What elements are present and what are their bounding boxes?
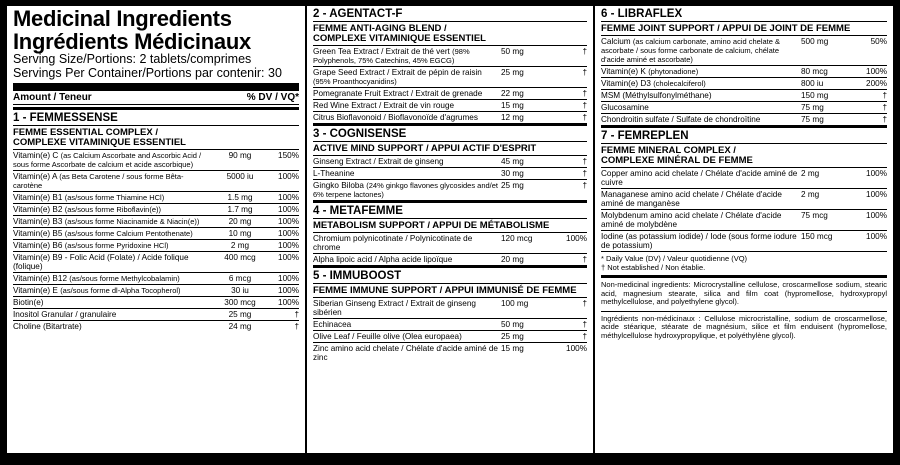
blend-title-en: FEMME ESSENTIAL COMPLEX /	[13, 127, 158, 138]
ingredient-name: Vitamin(e) C	[13, 151, 59, 160]
ingredient-name: Vitamin(e) D3	[601, 79, 651, 88]
ingredient-daily-value: †	[582, 255, 587, 264]
ingredient-amount: 1.7 mg	[227, 205, 253, 214]
footnotes	[601, 251, 887, 272]
column-right	[595, 6, 893, 453]
ingredient-amount: 300 mcg	[224, 298, 256, 307]
ingredient-row	[13, 251, 299, 272]
ingredient-row	[313, 253, 587, 265]
ingredient-row	[13, 149, 299, 170]
ingredient-name: Vitamin(e) B12	[13, 274, 68, 283]
ingredient-amount: 22 mg	[501, 89, 524, 98]
ingredient-name-cell	[313, 47, 499, 65]
ingredient-amount: 10 mg	[228, 229, 252, 238]
ingredient-daily-value: 100%	[278, 205, 299, 214]
ingredient-form: (as/sous forme dl-Alpha Tocopherol)	[60, 286, 181, 295]
ingredient-amount: 2 mg	[801, 190, 820, 199]
ingredient-amount: 2 mg	[801, 169, 820, 178]
ingredient-row	[313, 232, 587, 253]
ingredient-list-femmessense	[13, 149, 299, 332]
ingredient-name: Calcium	[601, 37, 631, 46]
ingredient-amount: 25 mg	[228, 310, 252, 319]
ingredient-amount: 30 iu	[231, 286, 249, 295]
ingredient-name-cell	[13, 286, 207, 295]
footnote-not-established: † Not established / Non établie.	[601, 263, 706, 272]
ingredient-amount: 75 mcg	[801, 211, 828, 220]
ingredient-list-cognisense	[313, 155, 587, 200]
ingredient-list-agentact	[313, 45, 587, 123]
ingredient-name-cell	[13, 193, 207, 202]
ingredient-row	[13, 227, 299, 239]
ingredient-row	[601, 167, 887, 188]
ingredient-name-cell	[601, 37, 799, 64]
ingredient-daily-value: 100%	[278, 274, 299, 283]
ingredient-daily-value: 100%	[278, 241, 299, 250]
ingredient-amount: 2 mg	[230, 241, 250, 250]
section-heading-libraflex: 6 - LIBRAFLEX	[601, 8, 683, 20]
ingredient-name-cell	[601, 79, 799, 88]
ingredient-amount: 20 mg	[501, 255, 524, 264]
ingredient-name: MSM (Méthylsulfonylméthane)	[601, 91, 712, 100]
blend-title-fr: COMPLEXE VITAMINIQUE ESSENTIEL	[13, 137, 186, 148]
ingredient-name: Siberian Ginseng Extract / Extrait de ginseng sibérien	[313, 299, 476, 317]
ingredient-form: (as/sous forme Methylcobalamin)	[69, 274, 180, 283]
column-left	[7, 6, 307, 453]
ingredient-name: Vitamin(e) B6	[13, 241, 63, 250]
ingredient-name-cell	[313, 181, 499, 199]
ingredient-name-cell	[601, 211, 799, 229]
ingredient-name: Echinacea	[313, 320, 352, 329]
ingredient-name-cell	[313, 68, 499, 86]
ingredient-row	[601, 89, 887, 101]
ingredient-name-cell	[313, 332, 499, 341]
ingredient-amount: 45 mg	[501, 157, 524, 166]
ingredient-form: (cholecalciferol)	[653, 79, 706, 88]
ingredient-name-cell	[313, 234, 499, 252]
ingredient-list-femreplen	[601, 167, 887, 251]
ingredient-daily-value: 100%	[278, 229, 299, 238]
ingredient-daily-value: 200%	[866, 79, 887, 88]
ingredient-daily-value: †	[582, 332, 587, 341]
ingredient-daily-value: †	[582, 68, 587, 77]
section-heading-immuboost: 5 - IMMUBOOST	[313, 265, 587, 283]
ingredient-name-cell	[313, 344, 499, 362]
ingredient-name-cell	[601, 115, 799, 124]
ingredient-daily-value: 100%	[566, 344, 587, 353]
ingredient-row	[13, 296, 299, 308]
ingredient-row	[13, 170, 299, 191]
ingredient-form: (as Beta Carotene / sous forme Bêta-carotène	[13, 172, 184, 190]
ingredient-name: Vitamin(e) B9 - Folic Acid (Folate) / Acide folique (folique)	[13, 253, 189, 271]
blend-title-cognisense: ACTIVE MIND SUPPORT / APPUI ACTIF D'ESPRIT	[313, 141, 587, 155]
section-heading-femmessense: 1 - FEMMESSENSE	[13, 107, 299, 125]
ingredient-form: (as Calcium Ascorbate and Ascorbic Acid / sous forme Ascorbate de calcium et acide ascorbique)	[13, 151, 202, 169]
ingredient-name-cell	[13, 274, 207, 283]
supplement-facts-panel	[7, 6, 893, 453]
blend-title-immuboost: FEMME IMMUNE SUPPORT / APPUI IMMUNISÉ DE FEMME	[313, 283, 587, 297]
ingredient-form: (as/sous forme Riboflavin(e))	[64, 205, 162, 214]
ingredient-daily-value: 100%	[866, 211, 887, 220]
blend-title-en: FEMME MINERAL COMPLEX /	[601, 145, 736, 156]
ingredient-daily-value: 100%	[566, 234, 587, 243]
ingredient-amount: 15 mg	[501, 344, 524, 353]
ingredient-daily-value: 100%	[866, 169, 887, 178]
nonmedicinal-fr: Ingrédients non-médicinaux : Cellulose microcristalline, sodium de croscarmellose, acide stéarique, stéarate de magnésium, silice et film enduisent (hypromellose, méthylcellulose hydroxypropylique, et polyéthylène glycol).	[601, 311, 887, 341]
ingredient-amount: 150 mcg	[801, 232, 833, 241]
ingredient-name: Vitamin(e) B2	[13, 205, 63, 214]
ingredient-daily-value: 50%	[870, 37, 887, 46]
ingredient-row	[601, 77, 887, 89]
ingredient-name-cell	[313, 101, 499, 110]
title-en: Medicinal Ingredients	[13, 6, 232, 31]
ingredient-amount: 30 mg	[501, 169, 524, 178]
ingredient-amount: 6 mcg	[228, 274, 252, 283]
ingredient-row	[601, 209, 887, 230]
ingredient-form: (as calcium carbonate, amino acid chelate & ascorbate / sous forme carbonate de calcium, chélate d'acide aminé et ascorbate)	[601, 37, 781, 64]
ingredient-name: Olive Leaf / Feuille olive (Olea europaea)	[313, 332, 462, 341]
ingredient-name-cell	[13, 217, 207, 226]
ingredient-daily-value: †	[582, 101, 587, 110]
ingredient-name: Glucosamine	[601, 103, 649, 112]
ingredient-name: Vitamin(e) B1	[13, 193, 63, 202]
ingredient-row	[601, 65, 887, 77]
ingredient-form: (phytonadione)	[648, 67, 699, 76]
ingredient-row	[313, 66, 587, 87]
ingredient-row	[13, 308, 299, 320]
ingredient-name: Copper amino acid chelate / Chélate d'acide aminé de cuivre	[601, 169, 798, 187]
ingredient-name: Inositol Granular / granulaire	[13, 310, 117, 319]
ingredient-row	[13, 239, 299, 251]
ingredient-daily-value: †	[882, 115, 887, 124]
ingredient-daily-value: †	[582, 320, 587, 329]
blend-title-femreplen	[601, 143, 887, 167]
ingredient-amount: 400 mcg	[224, 253, 256, 262]
ingredient-row	[13, 203, 299, 215]
ingredient-row	[13, 215, 299, 227]
ingredient-name: Vitamin(e) B3	[13, 217, 63, 226]
ingredient-name-cell	[313, 320, 499, 329]
ingredient-name: Vitamin(e) E	[13, 286, 58, 295]
ingredient-name-cell	[313, 113, 499, 122]
ingredient-daily-value: †	[582, 157, 587, 166]
ingredient-name: Alpha lipoic acid / Alpha acide lipoïque	[313, 255, 453, 264]
nonmedicinal-en: Non-medicinal ingredients: Microcrystalline cellulose, croscarmellose sodium, stearic acid, magnesium stearate, silica and film coat (hypromellose, hydroxypropyl methylcellulose, and polyethylene glycol).	[601, 275, 887, 307]
ingredient-name: Chondroitin sulfate / Sulfate de chondroïtine	[601, 115, 761, 124]
ingredient-daily-value: 100%	[866, 232, 887, 241]
ingredient-name: Pomegranate Fruit Extract / Extrait de grenade	[313, 89, 483, 98]
ingredient-name: Green Tea Extract / Extrait de thé vert	[313, 47, 450, 56]
ingredient-amount: 120 mcg	[501, 234, 533, 243]
ingredient-name-cell	[313, 157, 499, 166]
amount-header	[13, 83, 299, 105]
ingredient-amount: 25 mg	[501, 332, 524, 341]
ingredient-name: Gingko Biloba	[313, 181, 364, 190]
ingredient-row	[313, 87, 587, 99]
ingredient-row	[601, 230, 887, 251]
ingredient-daily-value: †	[582, 299, 587, 308]
ingredient-daily-value: 100%	[278, 286, 299, 295]
ingredient-form: (as/sous forme Niacinamide & Niacin(e))	[64, 217, 200, 226]
ingredient-form: (98% Polyphenols, 75% Catechins, 45% EGCG)	[313, 47, 470, 65]
ingredient-name: Grape Seed Extract / Extrait de pépin de raisin	[313, 68, 482, 77]
ingredient-name-cell	[601, 169, 799, 187]
ingredient-row	[601, 188, 887, 209]
ingredient-list-libraflex	[601, 35, 887, 125]
ingredient-name-cell	[13, 253, 207, 271]
ingredient-name: Vitamin(e) K	[601, 67, 646, 76]
ingredient-amount: 20 mg	[228, 217, 252, 226]
section-heading-agentact: 2 - AGENTACT-F	[313, 8, 403, 20]
blend-title-en: FEMME ANTI-AGING BLEND /	[313, 23, 447, 34]
section-heading-cognisense: 3 - COGNISENSE	[313, 123, 587, 141]
ingredient-row	[313, 297, 587, 318]
ingredient-name-cell	[313, 299, 499, 317]
ingredient-daily-value: †	[582, 89, 587, 98]
ingredient-daily-value: †	[582, 47, 587, 56]
ingredient-name: Citrus Bioflavonoid / Bioflavonoïde d'agrumes	[313, 113, 478, 122]
blend-title-femmessense	[13, 125, 299, 149]
ingredient-name: Iodine (as potassium iodide) / Iode (sous forme iodure de potassium)	[601, 232, 797, 250]
ingredient-amount: 24 mg	[228, 322, 252, 331]
ingredient-amount: 50 mg	[501, 320, 524, 329]
ingredient-name-cell	[13, 229, 207, 238]
blend-title-agentact	[313, 21, 587, 45]
ingredient-row	[13, 272, 299, 284]
ingredient-daily-value: 100%	[866, 190, 887, 199]
ingredient-row	[13, 284, 299, 296]
ingredient-daily-value: 100%	[278, 253, 299, 262]
ingredient-daily-value: 100%	[278, 298, 299, 307]
amount-label: Amount / Teneur	[13, 92, 92, 103]
ingredient-daily-value: 150%	[278, 151, 299, 160]
ingredient-form: (as/sous forme Calcium Pentothenate)	[64, 229, 193, 238]
ingredient-daily-value: 100%	[278, 217, 299, 226]
ingredient-amount: 90 mg	[228, 151, 252, 160]
blend-title-metafemme: METABOLISM SUPPORT / APPUI DE MÉTABOLISME	[313, 218, 587, 232]
ingredient-name-cell	[13, 205, 207, 214]
ingredient-amount: 75 mg	[801, 103, 824, 112]
column-middle	[307, 6, 595, 453]
ingredient-amount: 5000 iu	[226, 172, 254, 181]
ingredient-form: (95% Proanthocyanidins)	[313, 77, 397, 86]
ingredient-form: (as/sous forme Pyridoxine HCl)	[64, 241, 169, 250]
ingredient-row	[601, 101, 887, 113]
ingredient-amount: 1.5 mg	[227, 193, 253, 202]
ingredient-name-cell	[601, 103, 799, 112]
ingredient-name: Biotin(e)	[13, 298, 44, 307]
ingredient-name: Vitamin(e) A	[13, 172, 57, 181]
ingredient-row	[313, 342, 587, 363]
ingredient-daily-value: †	[294, 310, 299, 319]
ingredient-row	[313, 155, 587, 167]
ingredient-amount: 12 mg	[501, 113, 524, 122]
ingredient-name: Ginseng Extract / Extrait de ginseng	[313, 157, 444, 166]
ingredient-amount: 800 iu	[801, 79, 824, 88]
ingredient-daily-value: †	[582, 181, 587, 190]
ingredient-daily-value: †	[582, 169, 587, 178]
ingredient-name-cell	[13, 310, 207, 319]
ingredient-name-cell	[13, 322, 207, 331]
ingredient-amount: 25 mg	[501, 68, 524, 77]
blend-title-fr: COMPLEXE VITAMINIQUE ESSENTIEL	[313, 33, 486, 44]
ingredient-row	[601, 113, 887, 125]
ingredient-row	[601, 35, 887, 65]
ingredient-name-cell	[601, 67, 799, 76]
ingredient-name-cell	[13, 241, 207, 250]
ingredient-name: Managanese amino acid chelate / Chélate d'acide aminé de manganèse	[601, 190, 782, 208]
section-heading-femreplen: 7 - FEMREPLEN	[601, 125, 887, 143]
ingredient-amount: 75 mg	[801, 115, 824, 124]
ingredient-amount: 80 mcg	[801, 67, 828, 76]
ingredient-row	[313, 179, 587, 200]
ingredient-name-cell	[601, 232, 799, 250]
ingredient-name: Red Wine Extract / Extrait de vin rouge	[313, 101, 455, 110]
ingredient-name-cell	[313, 255, 499, 264]
serving-size: Serving Size/Portions: 2 tablets/comprimes	[13, 52, 252, 66]
dv-label: % DV / VQ*	[246, 92, 299, 103]
ingredient-row	[313, 318, 587, 330]
ingredient-amount: 100 mg	[501, 299, 529, 308]
ingredient-form: (as/sous forme Thiamine HCl)	[64, 193, 165, 202]
ingredient-name: Vitamin(e) B5	[13, 229, 63, 238]
blend-title-fr: COMPLEXE MINÉRAL DE FEMME	[601, 155, 753, 166]
ingredient-name: Zinc amino acid chelate / Chélate d'acide aminé de zinc	[313, 344, 498, 362]
ingredient-amount: 25 mg	[501, 181, 524, 190]
section-heading-metafemme: 4 - METAFEMME	[313, 200, 587, 218]
ingredient-list-immuboost	[313, 297, 587, 363]
servings-per-container: Servings Per Container/Portions par contenir: 30	[13, 66, 282, 80]
footnote-daily-value: * Daily Value (DV) / Valeur quotidienne (VQ)	[601, 254, 748, 263]
blend-title-libraflex: FEMME JOINT SUPPORT / APPUI DE JOINT DE FEMME	[601, 21, 887, 35]
ingredient-daily-value: 100%	[866, 67, 887, 76]
ingredient-row	[313, 111, 587, 123]
ingredient-name: L-Theanine	[313, 169, 355, 178]
ingredient-daily-value: 100%	[278, 172, 299, 181]
ingredient-name-cell	[313, 169, 499, 178]
ingredient-row	[313, 45, 587, 66]
ingredient-daily-value: †	[882, 103, 887, 112]
ingredient-row	[13, 191, 299, 203]
ingredient-form: (24% ginkgo flavones glycosides and/et 6% terpene lactones)	[313, 181, 499, 199]
ingredient-list-metafemme	[313, 232, 587, 265]
ingredient-name-cell	[13, 151, 207, 169]
ingredient-name: Molybdenum amino acid chelate / Chélate d'acide aminé de molybdène	[601, 211, 782, 229]
ingredient-row	[313, 99, 587, 111]
ingredient-amount: 50 mg	[501, 47, 524, 56]
ingredient-row	[313, 167, 587, 179]
ingredient-name-cell	[13, 298, 207, 307]
ingredient-name: Choline (Bitartrate)	[13, 322, 82, 331]
ingredient-daily-value: †	[582, 113, 587, 122]
ingredient-daily-value: †	[882, 91, 887, 100]
ingredient-amount: 15 mg	[501, 101, 524, 110]
ingredient-name-cell	[601, 91, 799, 100]
ingredient-daily-value: 100%	[278, 193, 299, 202]
ingredient-name-cell	[313, 89, 499, 98]
ingredient-name: Chromium polynicotinate / Polynicotinate de chrome	[313, 234, 473, 252]
title-fr: Ingrédients Médicinaux	[13, 29, 251, 54]
ingredient-row	[313, 330, 587, 342]
ingredient-amount: 500 mg	[801, 37, 829, 46]
ingredient-daily-value: †	[294, 322, 299, 331]
ingredient-name-cell	[13, 172, 207, 190]
ingredient-row	[13, 320, 299, 332]
ingredient-amount: 150 mg	[801, 91, 829, 100]
ingredient-name-cell	[601, 190, 799, 208]
